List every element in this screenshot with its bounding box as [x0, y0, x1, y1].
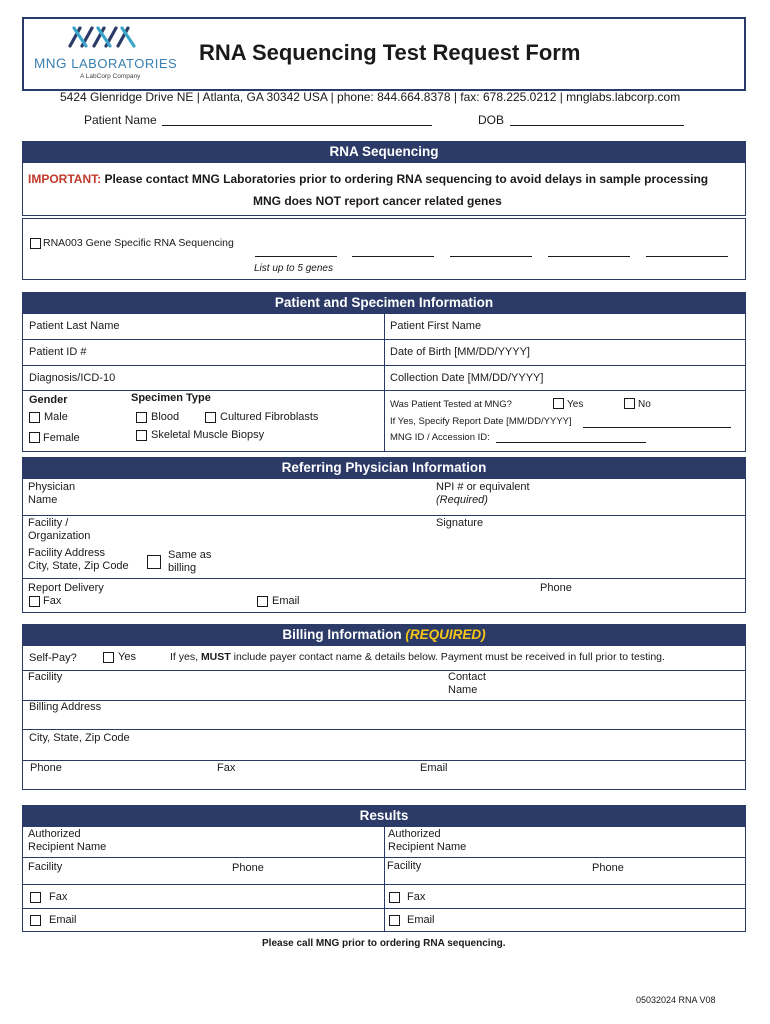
- important-prefix: IMPORTANT:: [28, 172, 102, 186]
- gene-2-line[interactable]: [352, 256, 434, 257]
- report-date-label: If Yes, Specify Report Date [MM/DD/YYYY]: [390, 416, 572, 427]
- dob-label: DOB: [478, 113, 505, 127]
- accession-line[interactable]: [496, 442, 646, 443]
- female-label: Female: [43, 432, 80, 444]
- tested-yes-label: Yes: [567, 399, 584, 410]
- facility-org-field[interactable]: [28, 517, 90, 543]
- physician-grid: [22, 478, 746, 613]
- facility-org-line2: Organization: [28, 530, 91, 542]
- patient-dob-field[interactable]: Date of Birth [MM/DD/YYYY]: [390, 346, 530, 358]
- results-phone-1-field[interactable]: Phone: [232, 862, 264, 874]
- male-checkbox[interactable]: [29, 412, 40, 423]
- physician-name-line1: Physician: [28, 481, 76, 493]
- important-notice: [28, 173, 708, 186]
- rna003-label: RNA003 Gene Specific RNA Sequencing: [43, 237, 234, 249]
- physician-name-line2: Name: [28, 494, 58, 506]
- billing-section-header: [22, 624, 746, 645]
- delivery-fax-label: Fax: [43, 595, 62, 607]
- gene-1-line[interactable]: [255, 256, 337, 257]
- self-pay-note-bold: MUST: [200, 651, 231, 663]
- billing-required: (REQUIRED): [405, 627, 486, 642]
- results-recipient-1-field[interactable]: [28, 828, 106, 854]
- blood-label: Blood: [151, 411, 180, 423]
- muscle-biopsy-checkbox[interactable]: [136, 430, 147, 441]
- self-pay-yes-checkbox[interactable]: [103, 652, 114, 663]
- male-label: Male: [44, 411, 68, 423]
- delivery-email-label: Email: [272, 595, 300, 607]
- rna-section-header: RNA Sequencing: [22, 141, 746, 162]
- important-text: Please contact MNG Laboratories prior to ordering RNA sequencing to avoid delays in sample processing: [101, 172, 709, 186]
- results-email-1-label: Email: [49, 914, 77, 926]
- same-as-billing-line2: billing: [168, 562, 197, 574]
- report-date-line[interactable]: [583, 427, 731, 428]
- results-fax-2-label: Fax: [407, 891, 426, 903]
- npi-line2: (Required): [436, 494, 488, 506]
- gene-3-line[interactable]: [450, 256, 532, 257]
- delivery-email-checkbox[interactable]: [257, 596, 268, 607]
- recipient-1-line2: Recipient Name: [28, 841, 107, 853]
- results-email-1-checkbox[interactable]: [30, 915, 41, 926]
- fibroblasts-checkbox[interactable]: [205, 412, 216, 423]
- same-as-billing-checkbox[interactable]: [147, 555, 161, 569]
- recipient-1-line1: Authorized: [28, 828, 81, 840]
- tested-no-checkbox[interactable]: [624, 398, 635, 409]
- tested-no-label: No: [638, 399, 651, 410]
- npi-field[interactable]: [436, 481, 530, 507]
- lab-address: 5424 Glenridge Drive NE | Atlanta, GA 30342 USA | phone: 844.664.8378 | fax: 678.225.0212 | mnglabs.labcorp.com: [60, 90, 681, 104]
- facility-address-line2: City, State, Zip Code: [28, 560, 129, 572]
- results-fax-1-checkbox[interactable]: [30, 892, 41, 903]
- self-pay-note-post: include payer contact name & details below. Payment must be received in full prior to testing.: [230, 651, 665, 663]
- dna-helix-icon: [64, 24, 154, 50]
- footer-note: Please call MNG prior to ordering RNA sequencing.: [262, 938, 506, 949]
- billing-address-field[interactable]: Billing Address: [29, 701, 102, 713]
- collection-date-field[interactable]: Collection Date [MM/DD/YYYY]: [390, 372, 544, 384]
- billing-contact-line2: Name: [448, 684, 478, 696]
- blood-checkbox[interactable]: [136, 412, 147, 423]
- tested-yes-checkbox[interactable]: [553, 398, 564, 409]
- logo-name: LABORATORIES: [71, 56, 178, 71]
- self-pay-label: Self-Pay?: [29, 652, 77, 664]
- gene-4-line[interactable]: [548, 256, 630, 257]
- form-version: 05032024 RNA V08: [636, 995, 716, 1005]
- billing-facility-field[interactable]: Facility: [28, 671, 63, 683]
- company-logo: [28, 22, 188, 86]
- patient-name-line[interactable]: [162, 125, 432, 126]
- results-fax-1-label: Fax: [49, 891, 68, 903]
- results-email-2-label: Email: [407, 914, 435, 926]
- billing-email-field[interactable]: Email: [420, 762, 448, 774]
- physician-name-field[interactable]: [28, 481, 75, 507]
- specimen-type-label: Specimen Type: [131, 392, 211, 404]
- self-pay-note: [170, 651, 665, 664]
- facility-address-line1: Facility Address: [28, 547, 106, 559]
- accession-label: MNG ID / Accession ID:: [390, 432, 490, 443]
- patient-name-label: Patient Name: [84, 113, 157, 127]
- results-fax-2-checkbox[interactable]: [389, 892, 400, 903]
- recipient-2-line2: Recipient Name: [388, 841, 467, 853]
- billing-phone-field[interactable]: Phone: [30, 762, 62, 774]
- facility-address-field[interactable]: [28, 547, 129, 573]
- tested-at-mng-label: Was Patient Tested at MNG?: [390, 399, 512, 410]
- rna003-checkbox[interactable]: [30, 238, 41, 249]
- billing-contact-field[interactable]: [448, 671, 486, 697]
- billing-header-text: Billing Information: [282, 627, 402, 642]
- physician-phone-field[interactable]: Phone: [540, 582, 572, 594]
- results-recipient-2-field[interactable]: [388, 828, 466, 854]
- same-as-billing-line1: Same as: [168, 549, 212, 561]
- physician-section-header: Referring Physician Information: [22, 457, 746, 478]
- delivery-fax-checkbox[interactable]: [29, 596, 40, 607]
- billing-fax-field[interactable]: Fax: [217, 762, 236, 774]
- results-facility-1-field[interactable]: Facility: [28, 861, 63, 873]
- muscle-biopsy-label: Skeletal Muscle Biopsy: [151, 429, 265, 441]
- results-facility-2-field[interactable]: Facility: [387, 860, 422, 872]
- logo-tagline: A LabCorp Company: [80, 73, 141, 80]
- female-checkbox[interactable]: [29, 432, 40, 443]
- same-as-billing-label: [168, 549, 211, 575]
- report-delivery-label: Report Delivery: [28, 582, 104, 594]
- self-pay-note-pre: If yes,: [170, 651, 201, 663]
- fibroblasts-label: Cultured Fibroblasts: [220, 411, 319, 423]
- results-section-header: Results: [22, 805, 746, 826]
- patient-first-name-field[interactable]: Patient First Name: [390, 320, 482, 332]
- gene-5-line[interactable]: [646, 256, 728, 257]
- patient-last-name-field[interactable]: Patient Last Name: [29, 320, 120, 332]
- diagnosis-field[interactable]: Diagnosis/ICD-10: [29, 372, 116, 384]
- billing-city-field[interactable]: City, State, Zip Code: [29, 732, 130, 744]
- billing-grid: [22, 645, 746, 790]
- form-title: RNA Sequencing Test Request Form: [199, 40, 581, 65]
- facility-org-line1: Facility /: [28, 517, 69, 529]
- gender-label: Gender: [29, 394, 68, 406]
- results-email-2-checkbox[interactable]: [389, 915, 400, 926]
- signature-field[interactable]: Signature: [436, 517, 484, 529]
- cancer-note: MNG does NOT report cancer related genes: [253, 194, 502, 208]
- patient-section-header: Patient and Specimen Information: [22, 292, 746, 313]
- genes-hint: List up to 5 genes: [254, 263, 333, 274]
- npi-line1: NPI # or equivalent: [436, 481, 530, 493]
- recipient-2-line1: Authorized: [388, 828, 441, 840]
- patient-id-field[interactable]: Patient ID #: [29, 346, 87, 358]
- dob-line[interactable]: [510, 125, 684, 126]
- logo-brand: MNG: [34, 56, 67, 71]
- billing-contact-line1: Contact: [448, 671, 486, 683]
- self-pay-yes-label: Yes: [118, 651, 136, 663]
- results-phone-2-field[interactable]: Phone: [592, 862, 624, 874]
